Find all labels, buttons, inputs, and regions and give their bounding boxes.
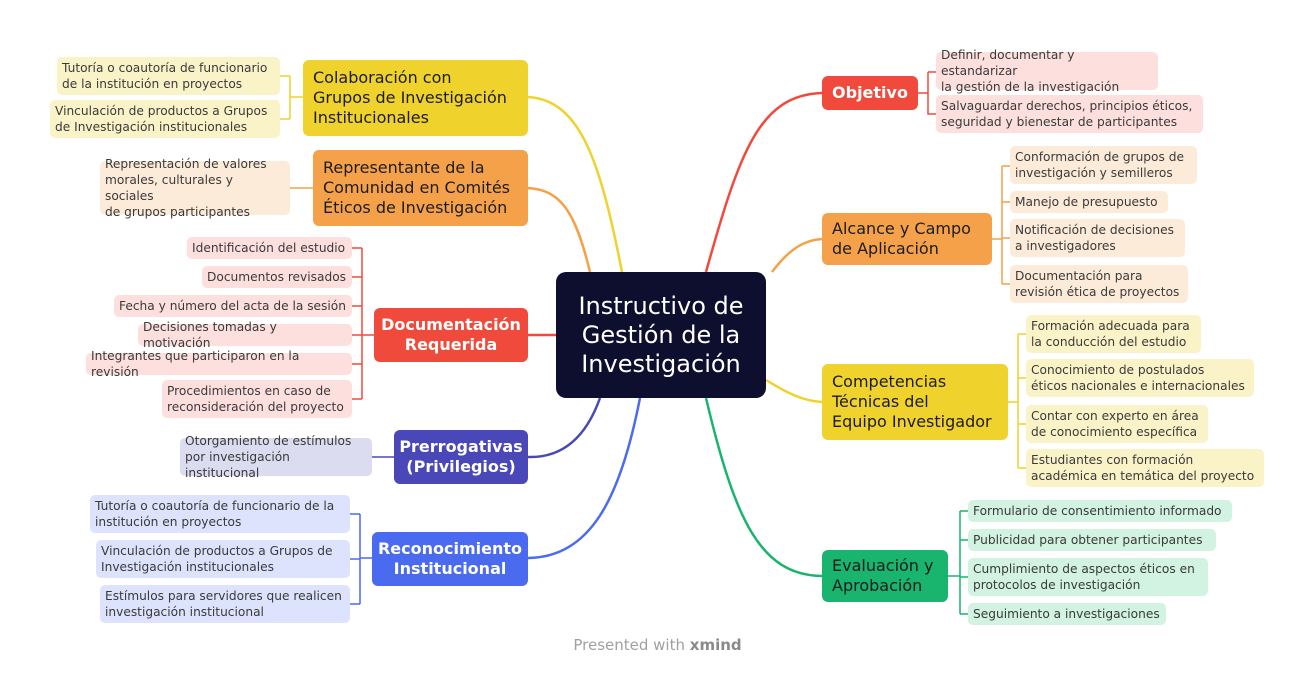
- documentacion-item-1[interactable]: Identificación del estudio: [187, 237, 352, 259]
- link-colaboracion: [528, 97, 622, 272]
- documentacion-item-2[interactable]: Documentos revisados: [202, 266, 352, 288]
- documentacion-item-4[interactable]: Decisiones tomadas y motivación: [138, 324, 352, 346]
- competencias-item-3[interactable]: Contar con experto en área de conocimiento específica: [1026, 405, 1208, 443]
- objetivo-item-2[interactable]: Salvaguardar derechos, principios éticos, seguridad y bienestar de participantes: [936, 95, 1203, 133]
- topic-alcance[interactable]: Alcance y Campo de Aplicación: [822, 213, 992, 265]
- link-prerrogativas: [528, 398, 600, 457]
- documentacion-item-6[interactable]: Procedimientos en caso de reconsideración del proyecto: [162, 380, 352, 418]
- alcance-item-1[interactable]: Conformación de grupos de investigación y semilleros: [1010, 146, 1197, 184]
- topic-colaboracion[interactable]: Colaboración con Grupos de Investigación Institucionales: [303, 60, 528, 136]
- competencias-item-1[interactable]: Formación adecuada para la conducción del estudio: [1026, 315, 1201, 353]
- topic-prerrogativas[interactable]: Prerrogativas (Privilegios): [394, 430, 528, 484]
- topic-documentacion[interactable]: Documentación Requerida: [374, 308, 528, 362]
- link-reconocimiento: [528, 398, 640, 558]
- reconocimiento-item-2[interactable]: Vinculación de productos a Grupos de Investigación institucionales: [96, 540, 350, 578]
- competencias-item-4[interactable]: Estudiantes con formación académica en temática del proyecto: [1026, 449, 1264, 487]
- alcance-item-3[interactable]: Notificación de decisiones a investigadores: [1010, 219, 1185, 257]
- link-objetivo: [706, 93, 822, 272]
- topic-reconocimiento[interactable]: Reconocimiento Institucional: [372, 532, 528, 586]
- evaluacion-item-1[interactable]: Formulario de consentimiento informado: [968, 500, 1232, 522]
- reconocimiento-item-1[interactable]: Tutoría o coautoría de funcionario de la institución en proyectos: [90, 495, 350, 533]
- topic-objetivo[interactable]: Objetivo: [822, 76, 918, 110]
- topic-evaluacion[interactable]: Evaluación y Aprobación: [822, 550, 948, 602]
- topic-competencias[interactable]: Competencias Técnicas del Equipo Investigador: [822, 364, 1008, 440]
- colaboracion-item-2[interactable]: Vinculación de productos a Grupos de Investigación institucionales: [50, 100, 280, 138]
- central-topic[interactable]: Instructivo de Gestión de la Investigación: [556, 272, 766, 398]
- prerrogativas-item-1[interactable]: Otorgamiento de estímulos por investigación institucional: [180, 438, 372, 476]
- competencias-item-2[interactable]: Conocimiento de postulados éticos nacionales e internacionales: [1026, 359, 1254, 397]
- evaluacion-item-3[interactable]: Cumplimiento de aspectos éticos en protocolos de investigación: [968, 558, 1208, 596]
- documentacion-item-5[interactable]: Integrantes que participaron en la revisión: [86, 353, 352, 375]
- evaluacion-item-4[interactable]: Seguimiento a investigaciones: [968, 603, 1166, 625]
- alcance-item-2[interactable]: Manejo de presupuesto: [1010, 191, 1168, 213]
- evaluacion-item-2[interactable]: Publicidad para obtener participantes: [968, 529, 1216, 551]
- objetivo-item-1[interactable]: Definir, documentar y estandarizar la gestión de la investigación: [936, 52, 1158, 90]
- xmind-logo[interactable]: xmind: [689, 636, 742, 654]
- documentacion-item-3[interactable]: Fecha y número del acta de la sesión: [114, 295, 352, 317]
- link-evaluacion: [706, 398, 822, 576]
- link-alcance: [772, 239, 822, 272]
- footer-prefix: Presented with: [573, 636, 685, 654]
- colaboracion-item-1[interactable]: Tutoría o coautoría de funcionario de la institución en proyectos: [57, 57, 280, 95]
- footer-credit: [0, 636, 1315, 654]
- representante-item-1[interactable]: Representación de valores morales, culturales y sociales de grupos participantes: [100, 161, 290, 215]
- reconocimiento-item-3[interactable]: Estímulos para servidores que realicen investigación institucional: [100, 585, 350, 623]
- link-competencias: [766, 380, 822, 402]
- alcance-item-4[interactable]: Documentación para revisión ética de proyectos: [1010, 265, 1188, 303]
- link-representante: [528, 188, 590, 272]
- topic-representante[interactable]: Representante de la Comunidad en Comités Éticos de Investigación: [313, 150, 528, 226]
